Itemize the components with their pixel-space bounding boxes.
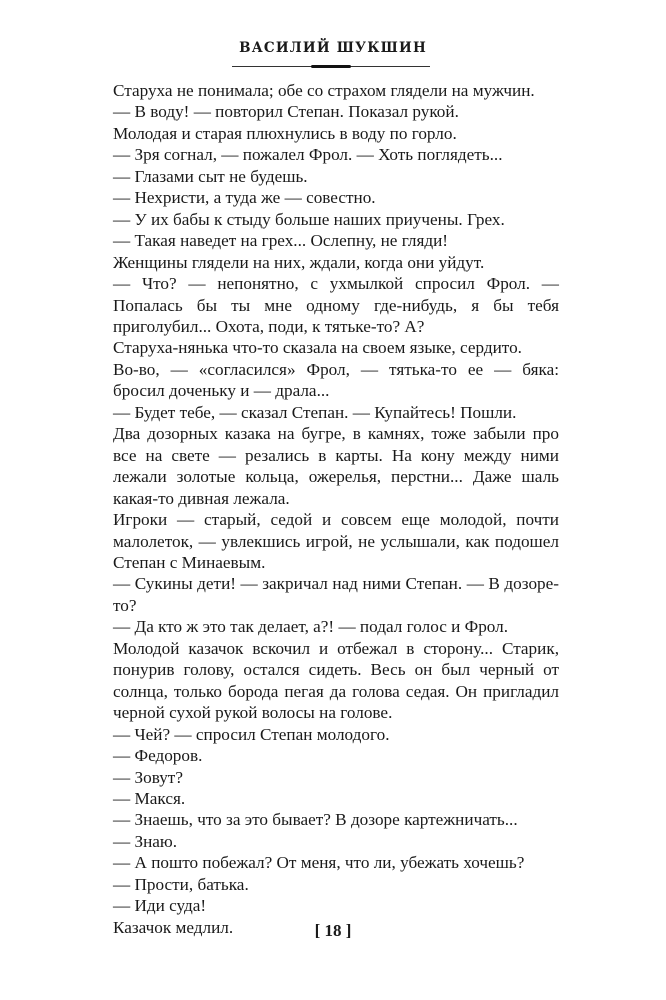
paragraph: — Да кто ж это так делает, а?! — подал голос и Фрол. bbox=[113, 617, 509, 637]
paragraph: — Сукины дети! — закричал над ними Степан. — В дозоре-то? bbox=[113, 574, 559, 615]
paragraph: Игроки — старый, седой и совсем еще молодой, почти малолеток, — увлекшись игрой, не услышали, как подошел Степан с Минаевым. bbox=[113, 510, 559, 572]
paragraph: — В воду! — повторил Степан. Показал рукой. bbox=[113, 102, 459, 122]
paragraph: — Зовут? bbox=[113, 767, 183, 787]
paragraph: — А пошто побежал? От меня, что ли, убежать хочешь? bbox=[113, 853, 525, 873]
paragraph: — Макся. bbox=[113, 788, 186, 808]
paragraph: Во-во, — «согласился» Фрол, — тятька-то ее — бяка: бросил доченьку и — драла... bbox=[113, 359, 559, 401]
paragraph: Молодая и старая плюхнулись в воду по горло. bbox=[113, 123, 457, 143]
paragraph: — Нехристи, а туда же — совестно. bbox=[113, 188, 376, 208]
paragraph: — Зря согнал, — пожалел Фрол. — Хоть поглядеть... bbox=[113, 145, 503, 165]
paragraph: Молодой казачок вскочил и отбежал в сторону... Старик, понурив голову, остался сидеть. Весь он был черный от солнца, только борода пегая да голова седая. Он пригладил черной сухой рукой волосы на голове. bbox=[113, 638, 559, 723]
page-number: [ 18 ] bbox=[314, 921, 352, 940]
paragraph: — Такая наведет на грех... Ослепну, не гляди! bbox=[113, 231, 449, 251]
paragraph: Старуха не понимала; обе со страхом глядели на мужчин. bbox=[113, 81, 535, 100]
paragraph: — У их бабы к стыду больше наших приучены. Грех. bbox=[113, 209, 505, 229]
paragraph: — Федоров. bbox=[113, 746, 203, 766]
paragraph: Казачок медлил. bbox=[113, 917, 234, 937]
paragraph: — Прости, батька. bbox=[113, 874, 249, 894]
paragraph: — Чей? — спросил Степан молодого. bbox=[113, 724, 390, 744]
paragraph: Женщины глядели на них, ждали, когда они уйдут. bbox=[113, 252, 485, 272]
header-ornament-rule bbox=[232, 66, 430, 67]
paragraph: — Будет тебе, — сказал Степан. — Купайтесь! Пошли. bbox=[113, 402, 517, 422]
paragraph: — Знаешь, что за это бывает? В дозоре картежничать... bbox=[113, 810, 518, 830]
paragraph: — Знаю. bbox=[113, 831, 178, 851]
paragraph: — Что? — непонятно, с ухмылкой спросил Фрол. — Попалась бы ты мне одному где-нибудь, я бы тебя приголубил... Охота, поди, к тятьке-то? А? bbox=[113, 274, 559, 336]
paragraph: — Иди суда! bbox=[113, 896, 207, 916]
paragraph: — Глазами сыт не будешь. bbox=[113, 166, 308, 186]
running-head-author: ВАСИЛИЙ ШУКШИН bbox=[239, 40, 427, 56]
paragraph: Два дозорных казака на бугре, в камнях, тоже забыли про все на свете — резались в карты. На кону между ними лежали золотые кольца, ожерелья, перстни... Даже шаль какая-то дивная лежала. bbox=[113, 424, 559, 508]
paragraph: Старуха-нянька что-то сказала на своем языке, сердито. bbox=[113, 338, 522, 358]
page-body-text bbox=[113, 80, 559, 938]
